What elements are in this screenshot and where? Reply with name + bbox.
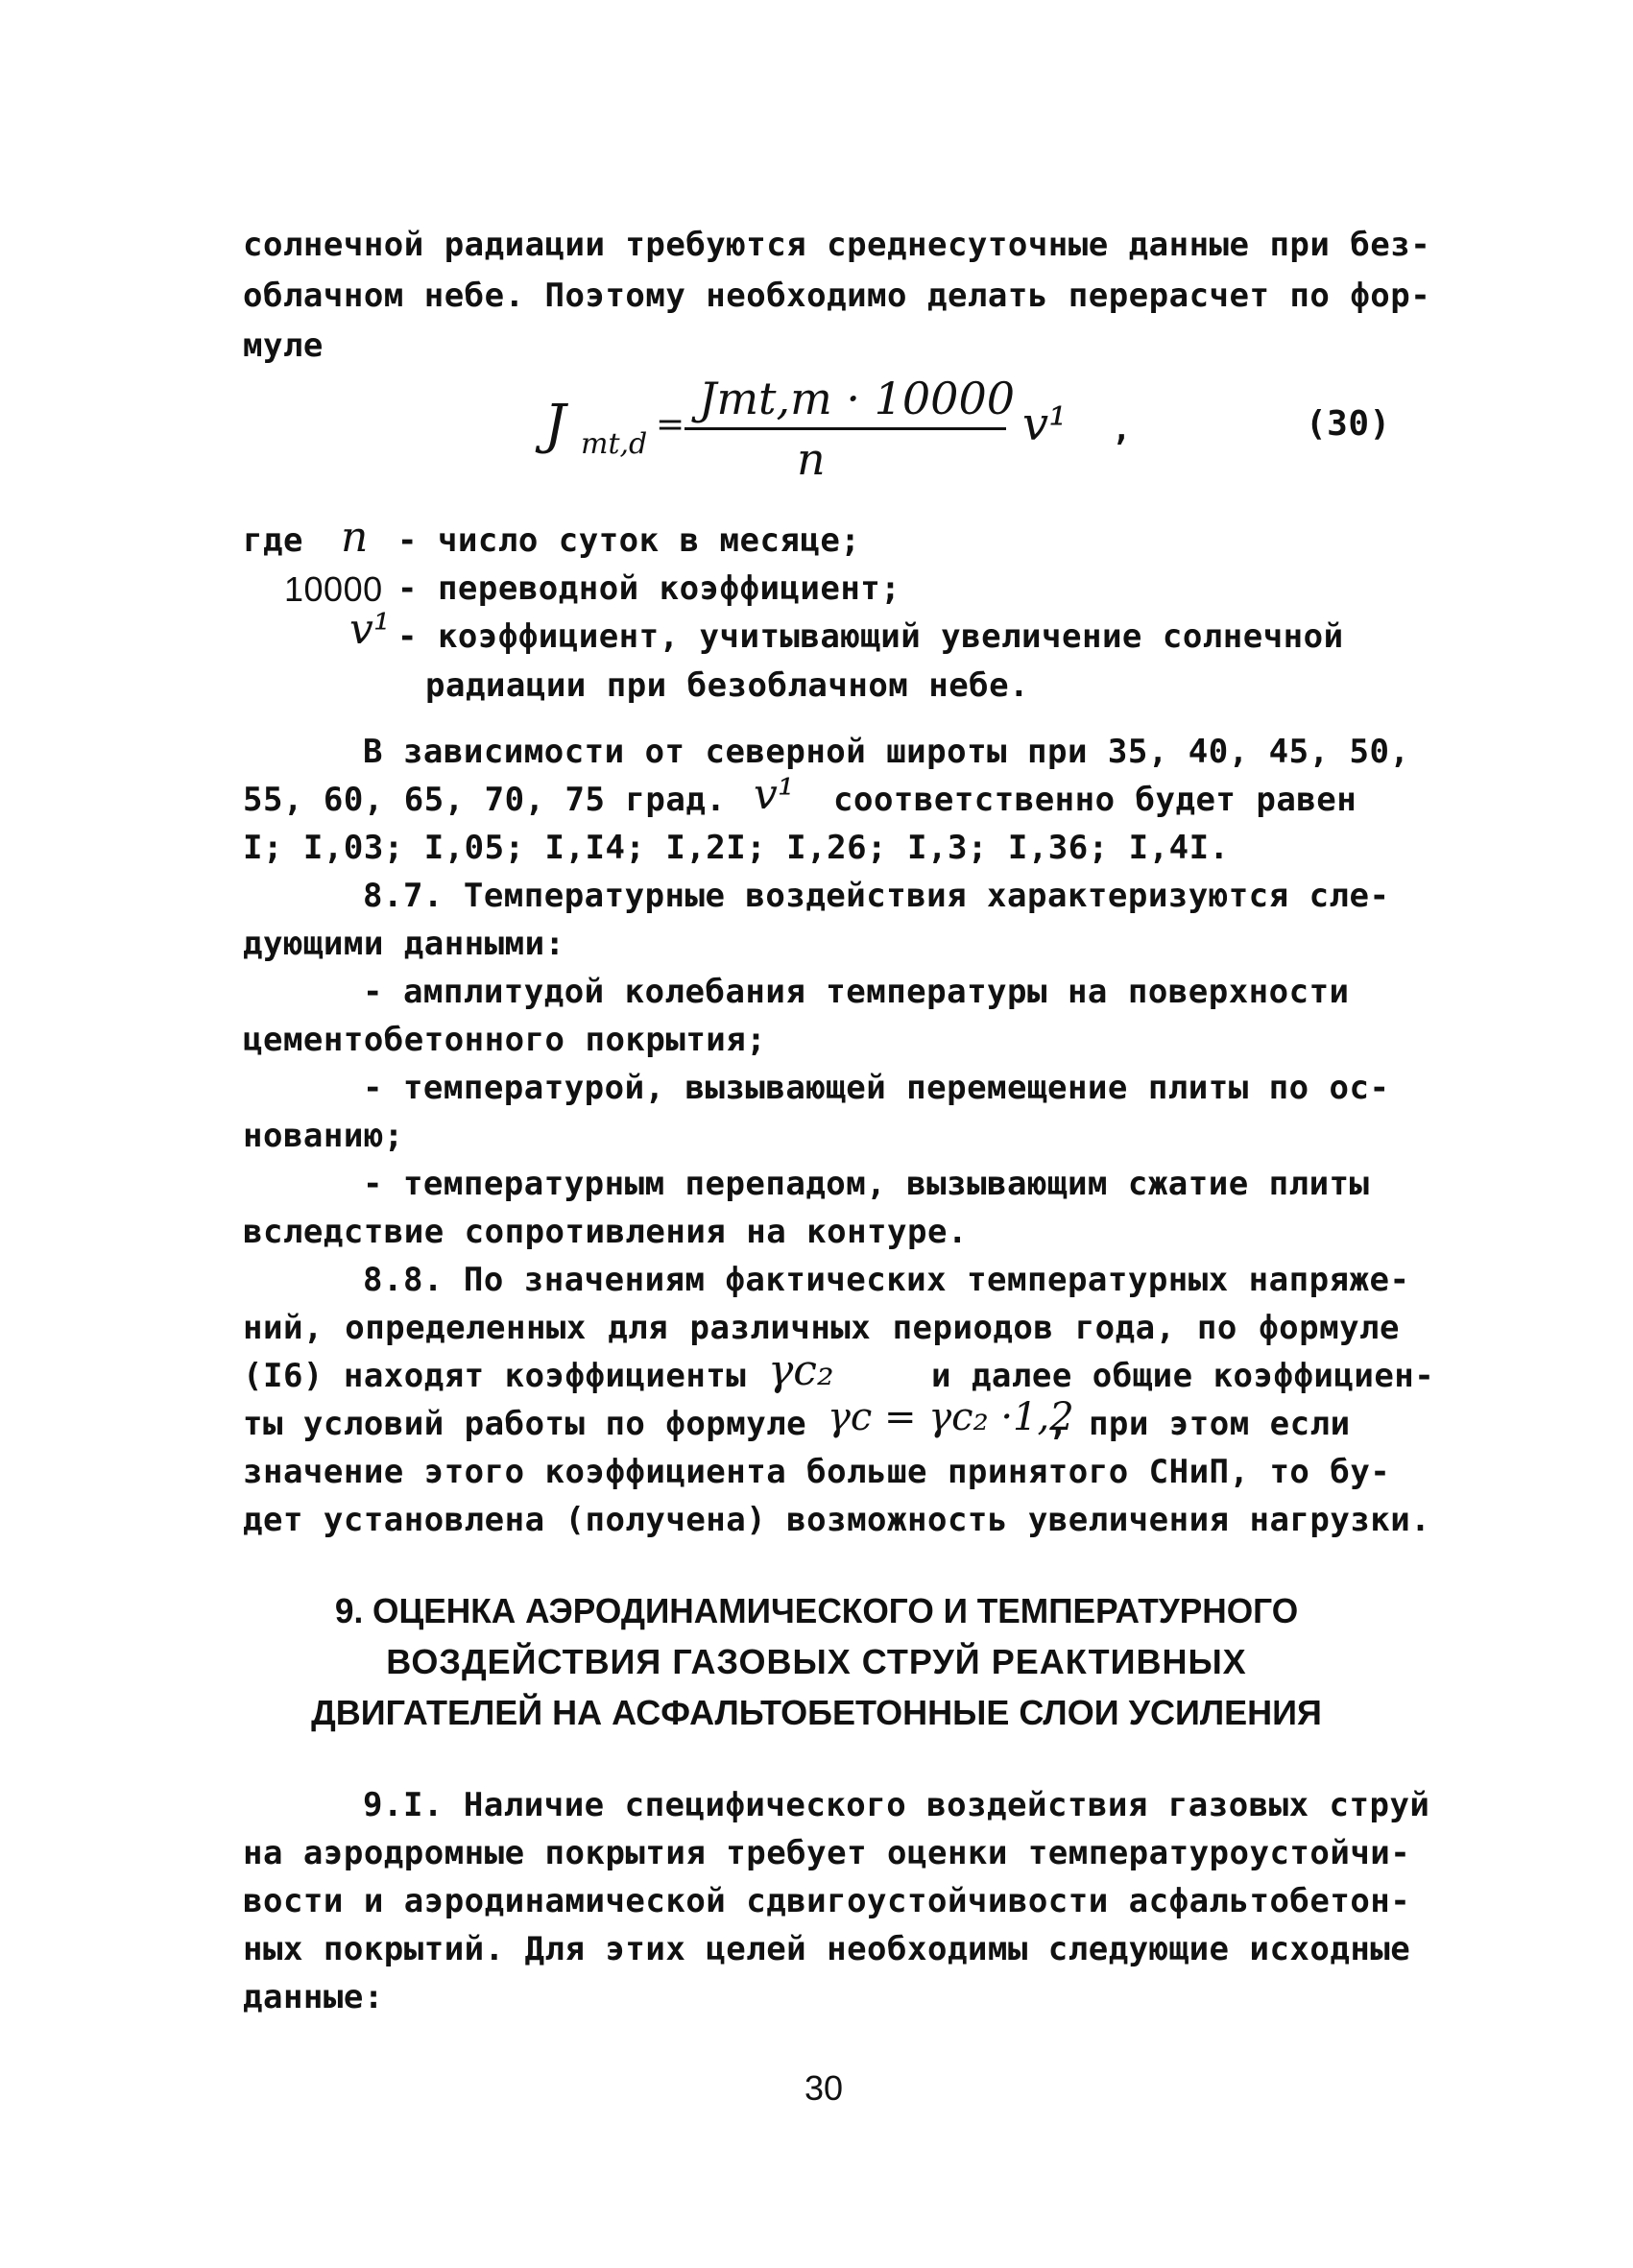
- p88-line-4a: ты условий работы по формуле: [243, 1405, 807, 1443]
- formula-lhs-sub: mt,d: [581, 427, 648, 461]
- intro-line-3: муле: [243, 326, 324, 365]
- section-9-title-line-2: ВОЗДЕЙСТВИЯ ГАЗОВЫХ СТРУЙ РЕАКТИВНЫХ: [386, 1642, 1247, 1681]
- where-n-symbol: n: [341, 513, 369, 562]
- p88-line-4b: , при этом если: [1048, 1405, 1351, 1443]
- p87-line-8: вследствие сопротивления на контуре.: [243, 1213, 968, 1251]
- p88-line-3a: (I6) находят коэффициенты: [243, 1357, 747, 1395]
- lat-v-symbol: v¹: [754, 770, 795, 819]
- p88-line-1: 8.8. По значениям фактических температурных напряже-: [363, 1261, 1410, 1299]
- p88-line-2: ний, определенных для различных периодов года, по формуле: [243, 1309, 1400, 1347]
- page-number: 30: [804, 2068, 844, 2108]
- p91-line-3: вости и аэродинамической сдвигоустойчивости асфальтобетон-: [243, 1882, 1411, 1920]
- formula-rhs: v¹: [1022, 398, 1068, 451]
- intro-line-1: солнечной радиации требуются среднесуточные данные при без-: [243, 226, 1431, 264]
- intro-line-2: облачном небе. Поэтому необходимо делать перерасчет по фор-: [243, 277, 1431, 315]
- where-10000-symbol: 10000: [284, 569, 383, 609]
- lat-line-3: I; I,03; I,05; I,I4; I,2I; I,26; I,3; I,36; I,4I.: [243, 829, 1230, 867]
- p87-line-3: - амплитудой колебания температуры на поверхности: [363, 973, 1350, 1011]
- section-9-title-line-1: 9. ОЦЕНКА АЭРОДИНАМИЧЕСКОГО И ТЕМПЕРАТУРНОГО: [334, 1591, 1299, 1630]
- p88-line-3b: и далее общие коэффициен-: [931, 1357, 1435, 1395]
- p91-line-2: на аэродромные покрытия требует оценки температуроустойчи-: [243, 1834, 1411, 1872]
- p87-line-2: дующими данными:: [243, 925, 565, 963]
- formula-lhs-main: J: [544, 394, 566, 456]
- lat-line-1: В зависимости от северной широты при 35, 40, 45, 50,: [363, 733, 1410, 771]
- p88-line-5: значение этого коэффициента больше принятого СНиП, то бу-: [243, 1453, 1391, 1491]
- p88-gamma-c2-symbol: γc₂: [768, 1346, 834, 1395]
- where-v-symbol: v¹: [349, 605, 391, 654]
- where-v-cont: радиации при безоблачном небе.: [425, 666, 1030, 705]
- p87-line-1: 8.7. Температурные воздействия характеризуются сле-: [363, 877, 1390, 915]
- formula-equals: =: [656, 405, 685, 445]
- formula-numerator: Jmt,m · 10000: [699, 373, 1015, 424]
- formula-denominator: n: [797, 433, 826, 485]
- where-n-text: - число суток в месяце;: [397, 521, 861, 560]
- lat-line-2b: соответственно будет равен: [833, 781, 1357, 819]
- fraction-bar: [684, 427, 1006, 430]
- formula-number: (30): [1306, 404, 1391, 444]
- p88-line-6: дет установлена (получена) возможность увеличения нагрузки.: [243, 1501, 1431, 1539]
- lat-line-2a: 55, 60, 65, 70, 75 град.: [243, 781, 727, 819]
- p87-line-6: нованию;: [243, 1117, 404, 1155]
- p87-line-4: цементобетонного покрытия;: [243, 1021, 767, 1059]
- p91-line-5: данные:: [243, 1978, 384, 2016]
- p91-line-1: 9.I. Наличие специфического воздействия газовых струй: [363, 1786, 1430, 1824]
- p91-line-4: ных покрытий. Для этих целей необходимы следующие исходные: [243, 1930, 1411, 1968]
- section-9-title-line-3: ДВИГАТЕЛЕЙ НА АСФАЛЬТОБЕТОННЫЕ СЛОИ УСИЛЕНИЯ: [311, 1693, 1322, 1732]
- p87-line-7: - температурным перепадом, вызывающим сжатие плиты: [363, 1165, 1370, 1203]
- formula-comma: ,: [1112, 410, 1132, 448]
- where-10000-text: - переводной коэффициент;: [397, 569, 901, 608]
- p87-line-5: - температурой, вызывающей перемещение плиты по ос-: [363, 1069, 1390, 1107]
- p88-gamma-formula: γc = γc₂ ·1,2: [828, 1395, 1074, 1439]
- where-prefix: где: [243, 521, 303, 560]
- where-v-text: - коэффициент, учитывающий увеличение солнечной: [397, 617, 1344, 656]
